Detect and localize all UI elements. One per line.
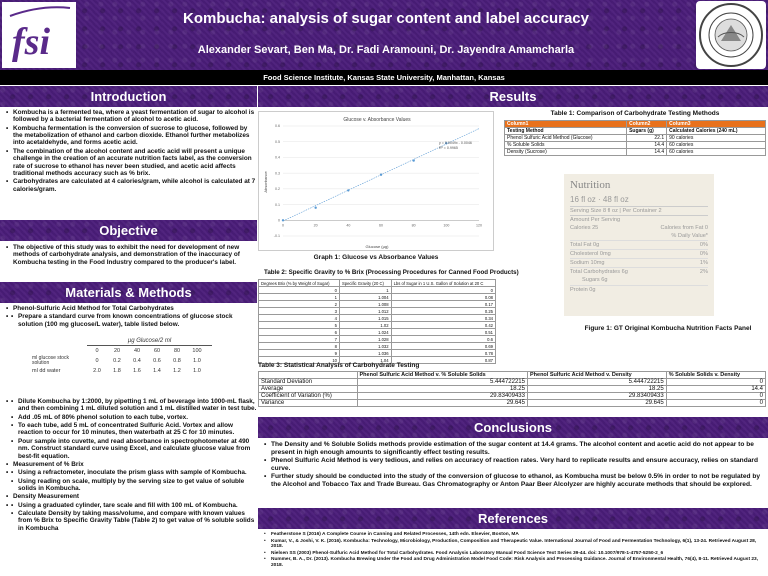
table-cell: 7 — [259, 336, 340, 343]
table-cell: Standard Deviation — [259, 379, 358, 386]
list-item: • The Density and % Soluble Solids methods provide estimation of the sugar content at 14.4 grams. The alcohol content and acetic acid do not appear to be present in high enough amounts to significantly effect testing results. — [258, 441, 762, 456]
table-cell: 1.4 — [153, 368, 161, 374]
table-cell: Variance — [259, 400, 358, 407]
table-cell: 0.6 — [391, 336, 495, 343]
list-item — [0, 313, 257, 328]
data-point — [282, 219, 284, 221]
nutrition-amount: Amount Per Serving — [570, 215, 708, 224]
table-cell: 1.0 — [193, 358, 201, 364]
nutrition-calories-row: Calories 25 Calories from Fat 0 — [570, 224, 708, 231]
list-item: • • Prepare a standard curve from known concentrations of glucose stock solution (100 mg glucose/L water), table listed below. — [0, 313, 257, 328]
trendline-r2: R² = 0.9965 — [439, 146, 458, 150]
x-axis-label: Glucose (µg) — [365, 244, 389, 249]
list-item: • Further study should be conducted into the study of the conversion of glucose to ethanol, as Kombucha must be below 0.5% in order to not be regulated by the Alcohol and Tobacco Tax and Trade Bureau. Gas Chromatography or Anton Paar Beer Alcolyzer are highly accurate methods that should be explored. — [258, 473, 762, 488]
references-list — [258, 532, 762, 569]
nutrition-row: Total Carbohydrates 6g 2% — [570, 269, 708, 276]
table-cell: 29.645 — [357, 400, 527, 407]
methods-intro-list — [0, 305, 257, 329]
left-column — [0, 86, 257, 576]
table-cell: 29.645 — [527, 400, 666, 407]
x-tick-label: 80 — [411, 223, 416, 228]
list-item: • Using reading on scale, multiply by the serving size to get value of soluble solids in Kombucha. — [0, 478, 257, 493]
x-tick-label: 20 — [313, 223, 318, 228]
table-row — [259, 400, 766, 407]
table-cell: 0 — [95, 358, 99, 364]
table-cell: 10 — [259, 357, 340, 364]
table-row — [259, 301, 496, 308]
table-cell: Phenol Sulfuric Acid Method v. Density — [527, 372, 666, 379]
table-cell: 1.015 — [339, 315, 391, 322]
table-cell: % Soluble Solids v. Density — [666, 372, 765, 379]
table-cell: 2.0 — [93, 368, 101, 374]
table-cell: 6 — [259, 329, 340, 336]
table-cell: 0 — [666, 393, 765, 400]
list-item: • • Using a graduated cylinder, tare scale and fill with 100 mL of Kombucha. — [0, 502, 257, 509]
poster-header — [0, 0, 768, 70]
table-cell: 0 — [259, 287, 340, 294]
x-tick-label: 40 — [346, 223, 351, 228]
table-header-cell: Column2 — [627, 121, 667, 128]
table-row — [505, 142, 766, 149]
table-cell: 5 — [259, 322, 340, 329]
nutrition-serving: Serving Size 8 fl oz | Per Container 2 — [570, 207, 662, 214]
table-row — [259, 350, 496, 357]
table-cell: Coefficient of Variation (%) — [259, 393, 358, 400]
glucose-absorbance-chart — [258, 111, 494, 251]
methods-heading: Materials & Methods — [0, 282, 257, 303]
nutrition-row: Total Fat 0g 0% — [570, 241, 708, 248]
table-row — [259, 393, 766, 400]
x-tick-label: 100 — [443, 223, 450, 228]
table-cell: 29.83409433 — [357, 393, 527, 400]
data-point — [347, 189, 349, 191]
list-item: • Density Measurement — [0, 493, 257, 500]
table-header-cell: Column1 — [505, 121, 627, 128]
y-tick-label: 0.1 — [275, 202, 280, 207]
y-tick-label: 0.5 — [275, 139, 280, 144]
list-item: • • Using a refractometer, inoculate the prism glass with sample of Kombucha. — [0, 469, 257, 476]
table3-caption: Table 3: Statistical Analysis of Carbohydrate Testing — [258, 362, 420, 369]
table-cell: 4 — [259, 315, 340, 322]
conclusions-heading: Conclusions — [258, 417, 768, 438]
table-cell: 1 — [339, 287, 391, 294]
table-cell: Average — [259, 386, 358, 393]
table-cell: 0.69 — [391, 343, 495, 350]
list-item: • Phenol Sulfuric Acid Method is very tedious, and relies on accuracy of reaction rates. Very hard to replicate results and ensure accuracy, relies on standard curve. — [258, 457, 762, 472]
list-item: • The combination of the alcohol content and acetic acid will present a unique challenge in the creation of an accurate nutrition facts label, as the conversion rate of sucrose to ethanol has never been studied, and acetic acid affects traditional methods accuracy such as % brix. — [0, 148, 257, 177]
table-cell: 0.17 — [391, 301, 495, 308]
table-cell: Sugars (g) — [627, 128, 667, 135]
figure1-caption: Figure 1: GT Original Kombucha Nutrition Facts Panel — [584, 325, 752, 332]
table-row — [32, 356, 212, 366]
table-cell: 1.036 — [339, 350, 391, 357]
x-tick-label: 0 — [282, 223, 284, 228]
y-tick-label: 0.2 — [275, 187, 280, 192]
table-row — [259, 343, 496, 350]
table-cell: 0.51 — [391, 329, 495, 336]
table-cell: 0 — [95, 348, 99, 354]
nutrition-title: Nutrition — [570, 179, 611, 191]
table-row — [259, 386, 766, 393]
table-cell: 1.2 — [173, 368, 181, 374]
list-item: • Phenol-Sulfuric Acid Method for Total Carbohydrates — [0, 305, 257, 312]
table-cell: 0.4 — [133, 358, 141, 364]
nutrition-sugars: Sugars 6g — [582, 277, 608, 284]
list-item: • Calculate Density by taking mass/volume, and compare with known values from % Brix to Specific Gravity Table (Table 2) to get value of % soluble solids in Kombucha — [0, 510, 257, 532]
y-tick-label: 0.4 — [275, 155, 280, 160]
table-cell: 0.8 — [173, 358, 181, 364]
table-cell: 0.34 — [391, 315, 495, 322]
table-cell: Density (Sucrose) — [505, 149, 627, 156]
table-header-row — [259, 280, 496, 287]
table-cell: 1.004 — [339, 294, 391, 301]
y-tick-label: 0.3 — [275, 171, 280, 176]
results-heading: Results — [258, 86, 768, 107]
table-cell: 1.04 — [339, 357, 391, 364]
table-row — [32, 366, 212, 376]
table-cell: 18.25 — [527, 386, 666, 393]
list-item: • Pour sample into cuvette, and read absorbance in spectrophotometer at 490 nm. Construct standard curve using Excel, and calculate glucose value from best-fit equation. — [0, 438, 257, 460]
table2-caption: Table 2: Specific Gravity to % Brix (Processing Procedures for Canned Food Products) — [264, 269, 519, 276]
y-tick-label: -0.1 — [273, 234, 280, 239]
table-cell — [259, 372, 358, 379]
table-row — [505, 135, 766, 142]
y-tick-label: 0.6 — [275, 124, 280, 129]
list-item: • Nummer, B. A., Dr. (2013). Kombucha Brewing Under the Food and Drug Administration Model Food Code: Risk Analysis and Processing Guidance. Journal of Environmental Health, 76(4), 8-11. Retrieved August 23, 2018. — [258, 557, 762, 568]
list-item: • Nielsen SS (2003) Phenol-Sulfuric Acid Method for Total Carbohydrates. Food Analysis Laboratory Manual Food Science Text Series 39-44. doi: 10.1007/978-1-4757-5250-2_6 — [258, 551, 762, 557]
table-cell: 2 — [259, 301, 340, 308]
university-seal — [696, 1, 766, 69]
table-cell: ml glucose stock solution — [32, 354, 69, 366]
list-item — [0, 502, 257, 532]
list-item: • • Dilute Kombucha by 1:2000, by pipetting 1 mL of beverage into 1000-mL flask, and then combining 1 mL diluted solution and 1 mL distilled water in test tube. — [0, 398, 257, 413]
table-cell: 18.25 — [357, 386, 527, 393]
table-cell: 1.008 — [339, 301, 391, 308]
list-item: • The objective of this study was to exhibit the need for development of new methods of carbohydrate analysis, and demonstration of the inaccuracy of Kombucha testing in the Food Industry compared to the producer's label. — [0, 244, 257, 266]
table-cell: 8 — [259, 343, 340, 350]
methods-steps-list — [0, 398, 257, 533]
table-cell: Specific Gravity (20 C) — [339, 280, 391, 287]
table-cell: 90 calories — [667, 135, 766, 142]
svg-text:fsi: fsi — [12, 21, 50, 63]
table-cell: 0 — [666, 400, 765, 407]
list-item: • Measurement of % Brix — [0, 461, 257, 468]
fsi-logo — [2, 2, 76, 68]
x-tick-label: 120 — [476, 223, 482, 228]
table-cell: 29.83409433 — [527, 393, 666, 400]
data-point — [314, 207, 316, 209]
introduction-list — [0, 109, 257, 193]
table-cell: Lbs of Sugar in 1 U.S. Gallon of Solution at 20 C — [391, 280, 495, 287]
table-cell: Calculated Calories (240 mL) — [667, 128, 766, 135]
table-cell: 3 — [259, 308, 340, 315]
table-row — [259, 379, 766, 386]
y-tick-label: 0 — [278, 218, 280, 223]
objective-heading: Objective — [0, 220, 257, 241]
nutrition-row: Cholesterol 0mg 0% — [570, 251, 708, 258]
data-point — [412, 159, 414, 161]
table-cell: 0 — [391, 287, 495, 294]
list-item: • Featherstone S (2016) A Complete Course in Canning and Related Processes, 14th edn. Elsevier, Boston, MA — [258, 532, 762, 538]
carbohydrate-methods-table — [504, 120, 766, 156]
table-cell: 0.25 — [391, 308, 495, 315]
table-cell: 1.8 — [113, 368, 121, 374]
statistical-analysis-table — [258, 371, 766, 407]
introduction-heading: Introduction — [0, 86, 257, 107]
list-item: • Kombucha is a fermented tea, where a yeast fermentation of sugar to alcohol is followed by a bacterial fermentation of alcohol to acetic acid. — [0, 109, 257, 124]
table-cell: Degrees Brix (% by Weight of Sugar) — [259, 280, 340, 287]
table-caption: µg Glucose/2 ml — [87, 338, 212, 346]
table-cell: 1.012 — [339, 308, 391, 315]
chart-title: Glucose v. Absorbance Values — [343, 117, 411, 123]
table-cell: 0.87 — [391, 357, 495, 364]
nutrition-row: Sodium 10mg 1% — [570, 260, 708, 267]
glucose-dilution-table — [32, 338, 212, 376]
table-cell: 1.6 — [133, 368, 141, 374]
list-item: • Add .05 mL of 80% phenol solution to each tube, vortex. — [0, 414, 257, 421]
poster-authors: Alexander Sevart, Ben Ma, Dr. Fadi Aramouni, Dr. Jayendra Amamcharla — [197, 44, 575, 56]
list-item: • Carbohydrates are calculated at 4 calories/gram, while alcohol is calculated at 7 calories/gram. — [0, 178, 257, 193]
list-item — [0, 469, 257, 492]
table-header-cell: Column3 — [667, 121, 766, 128]
table-cell: 0.78 — [391, 350, 495, 357]
table-cell: 0 — [666, 379, 765, 386]
table-cell: Testing Method — [505, 128, 627, 135]
table-cell: 40 — [133, 348, 141, 354]
table-row — [259, 294, 496, 301]
references-heading: References — [258, 508, 768, 529]
trendline-equation: y = 0.0049x - 0.0046 — [439, 141, 472, 145]
y-axis-label: Absorbance — [263, 171, 268, 193]
table-cell: Phenol Sulfuric Acid Method (Glucose) — [505, 135, 627, 142]
table-cell: 60 calories — [667, 149, 766, 156]
table-row — [259, 329, 496, 336]
x-tick-label: 60 — [379, 223, 383, 228]
nutrition-protein: Protein 0g — [570, 285, 708, 294]
table-row — [259, 315, 496, 322]
institution-bar: Food Science Institute, Kansas State University, Manhattan, Kansas — [0, 70, 768, 85]
list-item — [0, 398, 257, 460]
table-cell: 100 — [192, 348, 202, 354]
nutrition-size: 16 fl oz · 48 fl oz — [570, 194, 708, 207]
objective-list — [0, 244, 257, 267]
table-row — [259, 308, 496, 315]
conclusions-list — [258, 441, 762, 489]
table-cell: 5.444722215 — [357, 379, 527, 386]
table-cell: 14.4 — [666, 386, 765, 393]
poster-title: Kombucha: analysis of sugar content and label accuracy — [183, 10, 589, 27]
table-cell: 9 — [259, 350, 340, 357]
table-cell: Phenol Sulfuric Acid Method v. % Soluble Solids — [357, 372, 527, 379]
table-row — [259, 287, 496, 294]
table-cell: 0.2 — [113, 358, 121, 364]
brix-gravity-table — [258, 279, 496, 364]
table-header-row — [505, 121, 766, 128]
table-header-row — [259, 372, 766, 379]
table-row — [259, 322, 496, 329]
table-cell: 14.4 — [627, 142, 667, 149]
table-cell: 22.1 — [627, 135, 667, 142]
table-cell: 0.08 — [391, 294, 495, 301]
list-item: • Kumar, V., & Joshi, V. K. (2016). Kombucha: Technology, Microbiology, Production, Composition and Therapeutic Value. International Journal of Food and Fermentation Technology, 6(1), 13-24. Retrieved August 28, 2018. — [258, 539, 762, 550]
table-cell: 1.028 — [339, 336, 391, 343]
chart-svg — [259, 112, 495, 252]
nutrition-facts-panel — [564, 174, 714, 316]
table-cell: 80 — [173, 348, 181, 354]
table-cell: 14.4 — [627, 149, 667, 156]
nutrition-dv: % Daily Value* — [671, 232, 708, 239]
table1-caption: Table 1: Comparison of Carbohydrate Testing Methods — [550, 110, 720, 117]
table-cell: 0.42 — [391, 322, 495, 329]
list-item: • To each tube, add 5 mL of concentrated Sulfuric Acid. Vortex and allow reaction to occur for 10 minutes, then waterbath at 25 C for 10 minutes. — [0, 422, 257, 437]
table-cell: % Soluble Solids — [505, 142, 627, 149]
list-item: • Kombucha fermentation is the conversion of sucrose to glucose, followed by the metabolization of ethanol and carbon dioxide. Ethanol further metabolizes into acetaldehyde, and forms acetic acid. — [0, 125, 257, 147]
table-row — [505, 149, 766, 156]
table-cell: 5.444722215 — [527, 379, 666, 386]
table-cell: 1.0 — [193, 368, 201, 374]
table-row — [259, 336, 496, 343]
data-point — [380, 174, 382, 176]
table-cell: ml dd water — [32, 368, 61, 374]
table-cell: 1.024 — [339, 329, 391, 336]
table-cell: 0.6 — [153, 358, 161, 364]
table-cell: 1.02 — [339, 322, 391, 329]
graph1-caption: Graph 1: Glucose vs Absorbance Values — [313, 254, 439, 261]
table-cell: 20 — [113, 348, 121, 354]
table-row — [505, 128, 766, 135]
table-cell: 60 — [153, 348, 161, 354]
table-cell: 60 calories — [667, 142, 766, 149]
table-cell: 1.032 — [339, 343, 391, 350]
table-cell: 1 — [259, 294, 340, 301]
right-column — [258, 86, 768, 576]
